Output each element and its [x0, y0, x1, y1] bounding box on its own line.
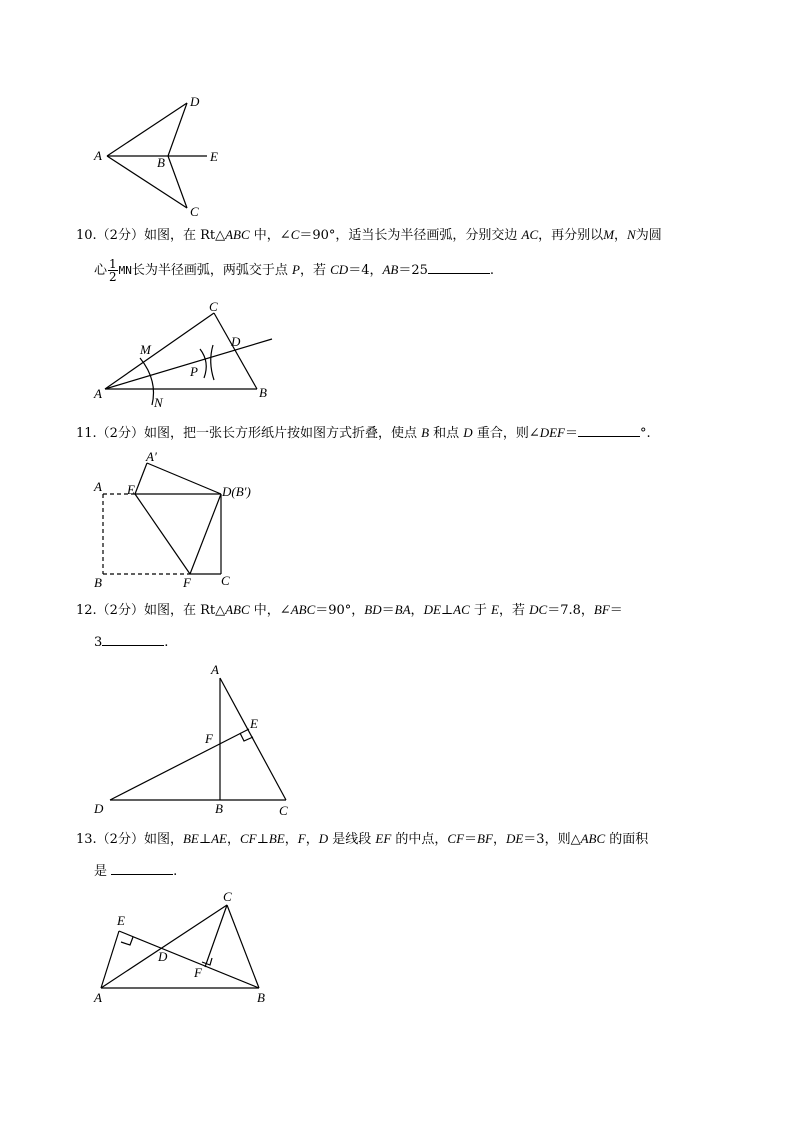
label-a: A	[94, 386, 102, 401]
label-e: E	[210, 149, 218, 164]
question-10-line2: 心 $\frac{1}{2}$ MN长为半径画弧，两弧交于点 P，若 CD＝4，AB＝25 .	[94, 257, 495, 284]
label-a: A	[94, 148, 102, 163]
label-b: B	[215, 801, 223, 816]
answer-blank-11[interactable]	[578, 424, 640, 437]
label-p: P	[190, 364, 198, 379]
label-c: C	[223, 889, 232, 904]
answer-blank-13[interactable]	[111, 862, 173, 875]
question-10-line1: 10.（2分）如图，在 Rt△ABC 中，∠C＝90°，适当长为半径画弧，分别交边 AC，再分别以M，N为圆	[76, 227, 662, 243]
question-11: 11.（2分）如图，把一张长方形纸片按如图方式折叠，使点 B 和点 D 重合，则∠DEF＝ °.	[76, 425, 651, 441]
label-f: F	[205, 731, 213, 746]
label-a-prime: A′	[146, 449, 157, 464]
label-c: C	[190, 204, 199, 219]
question-12-line2: 3 .	[94, 635, 169, 650]
label-d: D(B′)	[222, 484, 251, 499]
question-13-line1: 13.（2分）如图，BE⊥AE，CF⊥BE，F，D 是线段 EF 的中点，CF＝BF，DE＝3，则△ABC 的面积	[76, 831, 649, 847]
label-f: F	[194, 965, 202, 980]
question-13-line2: 是 .	[94, 864, 178, 879]
label-d: D	[190, 94, 200, 109]
answer-blank-10[interactable]	[428, 261, 490, 274]
label-e: E	[117, 913, 125, 928]
label-n: N	[154, 395, 163, 410]
label-a: A	[94, 479, 102, 494]
answer-blank-12[interactable]	[102, 633, 164, 646]
label-d: D	[94, 801, 104, 816]
label-e: E	[250, 716, 258, 731]
label-b: B	[157, 155, 165, 170]
question-12-line1: 12.（2分）如图，在 Rt△ABC 中，∠ABC＝90°，BD＝BA，DE⊥AC 于 E，若 DC＝7.8，BF＝	[76, 602, 623, 618]
label-c: C	[279, 803, 288, 818]
label-b: B	[259, 385, 267, 400]
label-e: E	[127, 482, 135, 497]
label-c: C	[209, 299, 218, 314]
label-d: D	[158, 949, 168, 964]
label-b: B	[94, 575, 102, 590]
label-d: D	[231, 334, 241, 349]
label-a: A	[211, 662, 219, 677]
label-a: A	[94, 990, 102, 1005]
fraction-half: $\frac{1}{2}$	[109, 257, 117, 284]
label-c: C	[221, 573, 230, 588]
label-m: M	[140, 342, 151, 357]
label-b: B	[257, 990, 265, 1005]
label-f: F	[183, 575, 191, 590]
